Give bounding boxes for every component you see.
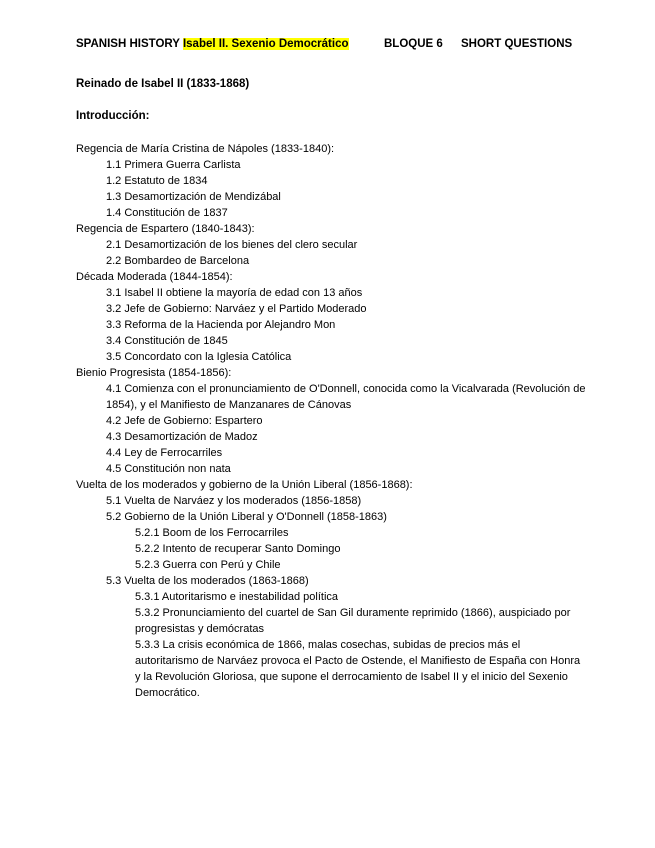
outline-item: 3.3 Reforma de la Hacienda por Alejandro Mon [106, 319, 336, 331]
outline-item: 4.3 Desamortización de Madoz [106, 431, 258, 443]
outline-item: 4.5 Constitución non nata [106, 463, 231, 475]
outline-section: Bienio Progresista (1854-1856): [76, 367, 232, 379]
header-bloque: BLOQUE 6 [384, 38, 443, 50]
outline-item: 3.5 Concordato con la Iglesia Católica [106, 351, 292, 363]
outline-item: 1.2 Estatuto de 1834 [106, 175, 208, 187]
outline-item: 1.4 Constitución de 1837 [106, 207, 228, 219]
outline-item: 5.2.3 Guerra con Perú y Chile [135, 559, 281, 571]
page-header [76, 38, 573, 50]
outline-item: 5.3 Vuelta de los moderados (1863-1868) [106, 575, 309, 587]
outline-section: Vuelta de los moderados y gobierno de la Unión Liberal (1856-1868): [76, 479, 413, 491]
outline-item: 2.2 Bombardeo de Barcelona [106, 255, 250, 267]
outline-item: 5.2 Gobierno de la Unión Liberal y O'Donnell (1858-1863) [106, 511, 387, 523]
outline-section: Década Moderada (1844-1854): [76, 271, 233, 283]
outline-item: 5.3.2 Pronunciamiento del cuartel de San Gil duramente reprimido (1866), auspiciado por progresistas y demócratas [135, 607, 571, 635]
outline-section: Regencia de Espartero (1840-1843): [76, 223, 255, 235]
outline-item: 3.1 Isabel II obtiene la mayoría de edad con 13 años [106, 287, 363, 299]
outline-item: 5.1 Vuelta de Narváez y los moderados (1856-1858) [106, 495, 362, 507]
header-type: SHORT QUESTIONS [461, 38, 573, 50]
outline-item: 5.3.1 Autoritarismo e inestabilidad política [135, 591, 339, 603]
outline-section: Regencia de María Cristina de Nápoles (1833-1840): [76, 143, 335, 155]
outline-item: 5.3.3 La crisis económica de 1866, malas cosechas, subidas de precios más el autoritarismo de Narváez provoca el Pacto de Ostende, el Manifiesto de España con Honra y la Revolución Gloriosa, que supone el derrocamiento de Isabel II y el inicio del Sexenio Democrático. [135, 639, 581, 699]
outline-item: 4.4 Ley de Ferrocarriles [106, 447, 223, 459]
outline-item: 5.2.1 Boom de los Ferrocarriles [135, 527, 289, 539]
outline-item: 2.1 Desamortización de los bienes del clero secular [106, 239, 358, 251]
outline-list [76, 141, 586, 701]
outline-item: 1.1 Primera Guerra Carlista [106, 159, 241, 171]
section-title: Reinado de Isabel II (1833-1868) [76, 78, 250, 90]
outline-item: 4.1 Comienza con el pronunciamiento de O'Donnell, conocida como la Vicalvarada (Revolución de 1854), y el Manifiesto de Manzanares de Cánovas [106, 383, 586, 411]
intro-heading: Introducción: [76, 110, 150, 122]
outline-item: 3.2 Jefe de Gobierno: Narváez y el Partido Moderado [106, 303, 367, 315]
outline-item: 4.2 Jefe de Gobierno: Espartero [106, 415, 263, 427]
header-highlight: Isabel II. Sexenio Democrático [182, 38, 349, 50]
outline-item: 5.2.2 Intento de recuperar Santo Domingo [135, 543, 341, 555]
header-subject: SPANISH HISTORY [76, 38, 180, 50]
outline-item: 3.4 Constitución de 1845 [106, 335, 228, 347]
outline-item: 1.3 Desamortización de Mendizábal [106, 191, 281, 203]
